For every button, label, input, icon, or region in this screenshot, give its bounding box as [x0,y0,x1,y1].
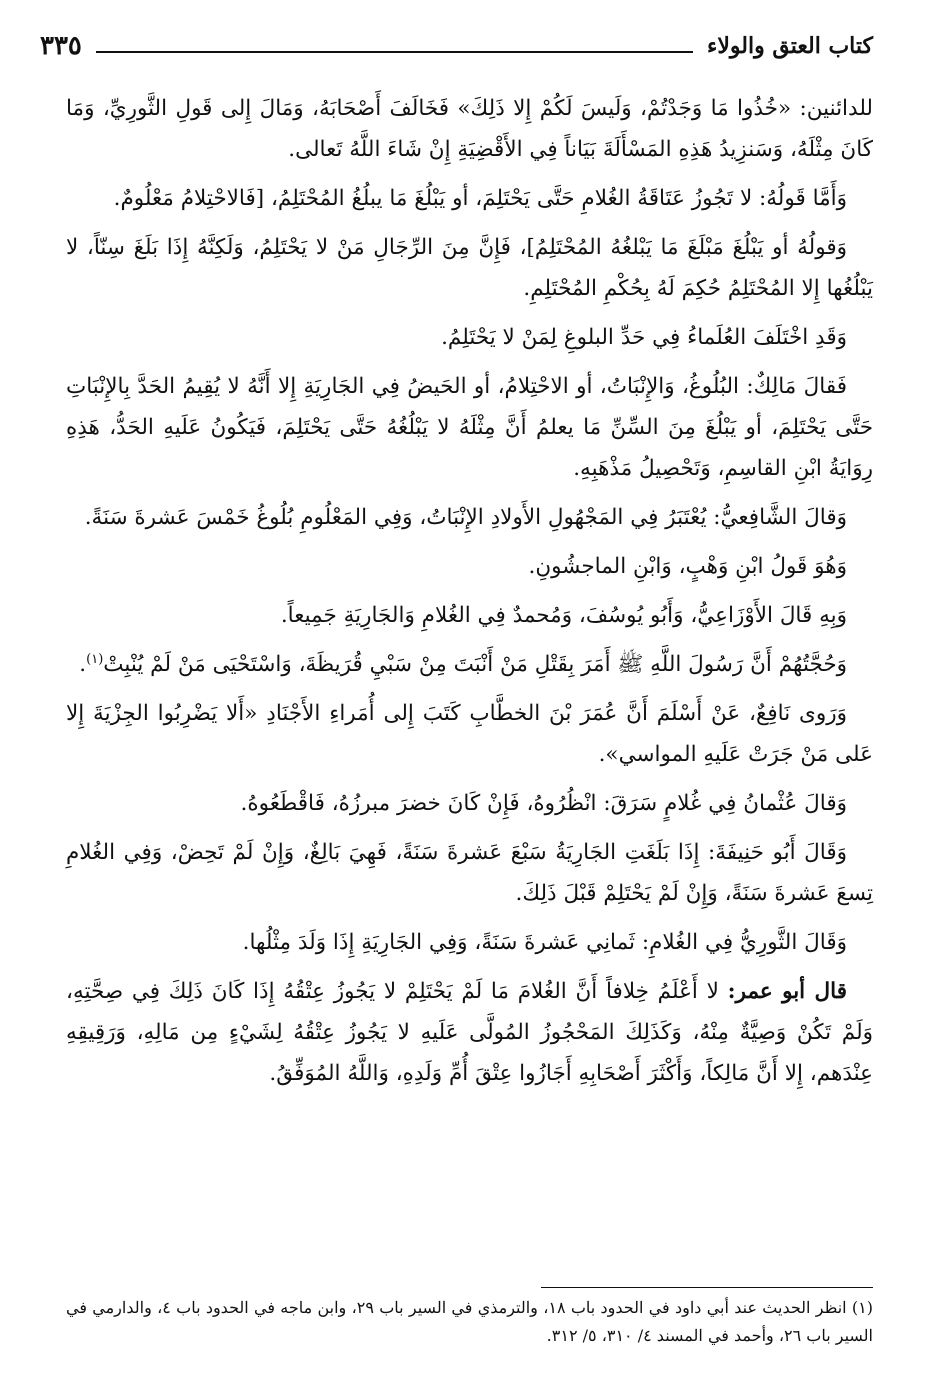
paragraph-with-footnote [66,644,873,685]
footnote-separator [541,1287,873,1288]
speaker-label: قال أبو عمر: [727,979,847,1004]
paragraph: وَقالَ عُثْمانُ فِي غُلامٍ سَرَقَ: انْظُرُوهُ، فَإِنْ كَانَ خضرَ مبرزُهُ، فَاقْطَعُوهُ. [240,791,847,816]
paragraph: وَقَدِ اخْتَلَفَ العُلَماءُ فِي حَدِّ البلوغِ لِمَنْ لا يَحْتَلِمُ. [441,325,847,350]
paragraph: وَقَالَ الثَّورِيُّ فِي الغُلامِ: ثَمانِي عَشرةَ سَنَةً، وَفِي الجَارِيَةِ إِذَا وَلَدَ مِثْلُها. [242,930,847,955]
paragraph-text: لا أَعْلَمُ خِلافاً أَنَّ الغُلامَ مَا لَمْ يَحْتَلِمْ لا يَجُوزُ عِتْقُهُ إِذَا كَانَ ذَلِكَ فِي صِحَّتِهِ، وَلَمْ تَكُنْ وَصِيَّةٌ مِنْهُ، وَكَذَلِكَ المَحْجُوزُ المُولَّى عَلَيهِ لا يَجُوزُ عِتْقُهُ لِشَيْءٍ مِن مَالِهِ، وَرَقِيقِهِ عِنْدَهم، إِلا أَنَّ مَالِكاً، وَأَكْثَرَ أَصْحَابِهِ أَجَازُوا عِتْقَ أُمِّ وَلَدِهِ، وَاللَّهُ المُوَفِّقُ. [66,979,873,1086]
footnote-reference[interactable]: (١) [86,651,104,667]
page-header [40,26,873,66]
paragraph: وَقالَ الشَّافِعيُّ: يُعْتَبَرُ فِي المَجْهُولِ الأَولادِ الإِنْبَاتُ، وَفِي المَعْلُومِ بُلُوغُ خَمْسَ عَشرةَ سَنَةً. [84,505,847,530]
paragraph-text: وَحُجَّتُهُمْ أَنَّ رَسُولَ اللَّهِ ﷺ أَمَرَ بِقَتْلِ مَنْ أَنْبَتَ مِنْ سَبْيِ قُرَيظَةَ، وَاسْتَحْيَى مَنْ لَمْ يُنْبِتْ [103,652,847,677]
footnote: (١) انظر الحديث عند أبي داود في الحدود باب ١٨، والترمذي في السير باب ٢٩، وابن ماجه في الحدود باب ٤، والدارمي في السير باب ٢٦، وأحمد في المسند ٤/ ٣١٠، ٥/ ٣١٢. [66,1298,873,1345]
paragraph: وَهُوَ قَولُ ابْنِ وَهْبٍ، وَابْنِ الماجشُونِ. [528,554,847,579]
paragraph: فَقالَ مَالِكٌ: البُلُوغُ، وَالإِنْبَاتُ، أو الاحْتِلامُ، أو الحَيضُ فِي الجَارِيَةِ إِلا أَنَّهُ لا يُقِيمُ الحَدَّ بِالإِنْبَاتِ حَتَّى يَحْتَلِمَ، أو يَبْلُغَ مِنَ السِّنِّ مَا يعلمُ أَنَّ مِثْلَهُ لا يَبْلُغُهُ حَتَّى يَحْتَلِمَ، فَيَكُونُ عَلَيهِ الحَدُّ، هَذِهِ رِوَايَةُ ابْنِ القاسِمِ، وَتَحْصِيلُ مَذْهَبِهِ. [66,374,873,481]
header-rule [96,51,693,53]
page-number: ٣٣٥ [40,31,82,61]
paragraph: للدائنين: «خُذُوا مَا وَجَدْتُمْ، وَلَيسَ لَكُمْ إِلا ذَلِكَ» فَخَالَفَ أَصْحَابَهُ، وَمَالَ إِلى قَولِ الثَّورِيِّ، وَمَا كَانَ مِثْلَهُ، وَسَنزِيدُ هَذِهِ المَسْأَلَةَ بَيَاناً فِي الأَقْضِيَةِ إِنْ شَاءَ اللَّهُ تَعالى. [66,96,873,162]
main-text [66,88,873,1102]
paragraph: وَبِهِ قَالَ الأَوْزَاعِيُّ، وَأَبُو يُوسُفَ، وَمُحمدٌ فِي الغُلامِ وَالجَارِيَةِ جَمِيعاً. [280,603,847,628]
footnotes [66,1294,873,1350]
paragraph: وَأَمَّا قَولُهُ: لا تَجُوزُ عَتَاقَةُ الغُلامِ حَتَّى يَحْتَلِمَ، أو يَبْلُغَ مَا يبلُغُ المُحْتَلِمُ، [فَالاحْتِلامُ مَعْلُومٌ. [113,186,847,211]
paragraph: وَرَوى نَافِعٌ، عَنْ أَسْلَمَ أَنَّ عُمَرَ بْنَ الخطَّابِ كَتَبَ إِلى أُمَراءِ الأَجْنَادِ «أَلا يَضْرِبُوا الجِزْيَةَ إِلا عَلى مَنْ جَرَتْ عَلَيهِ المواسي». [66,701,873,767]
running-title: كتاب العتق والولاء [707,33,873,59]
paragraph: وَقولُهُ أو يَبْلُغَ مَبْلَغَ مَا يَبْلغُهُ المُحْتَلِمُ]، فَإِنَّ مِنَ الرِّجَالِ مَنْ لا يَحْتَلِمُ، وَلَكِنَّهُ إِذَا بَلَغَ سِنّاً، لا يَبْلُغُها إِلا المُحْتَلِمُ حُكِمَ لَهُ بِحُكْمِ المُحْتَلِمِ. [66,235,873,301]
full-stop: . [79,652,87,677]
paragraph: وَقَالَ أَبُو حَنِيفَةَ: إِذَا بَلَغَتِ الجَارِيَةُ سَبْعَ عَشرةَ سَنَةً، فَهِيَ بَالِغٌ، وَإِنْ لَمْ تَحِضْ، وَفِي الغُلامِ تِسعَ عَشرةَ سَنَةً، وَإِنْ لَمْ يَحْتَلِمْ قَبْلَ ذَلِكَ. [66,840,873,906]
paragraph-with-speaker [66,971,873,1094]
